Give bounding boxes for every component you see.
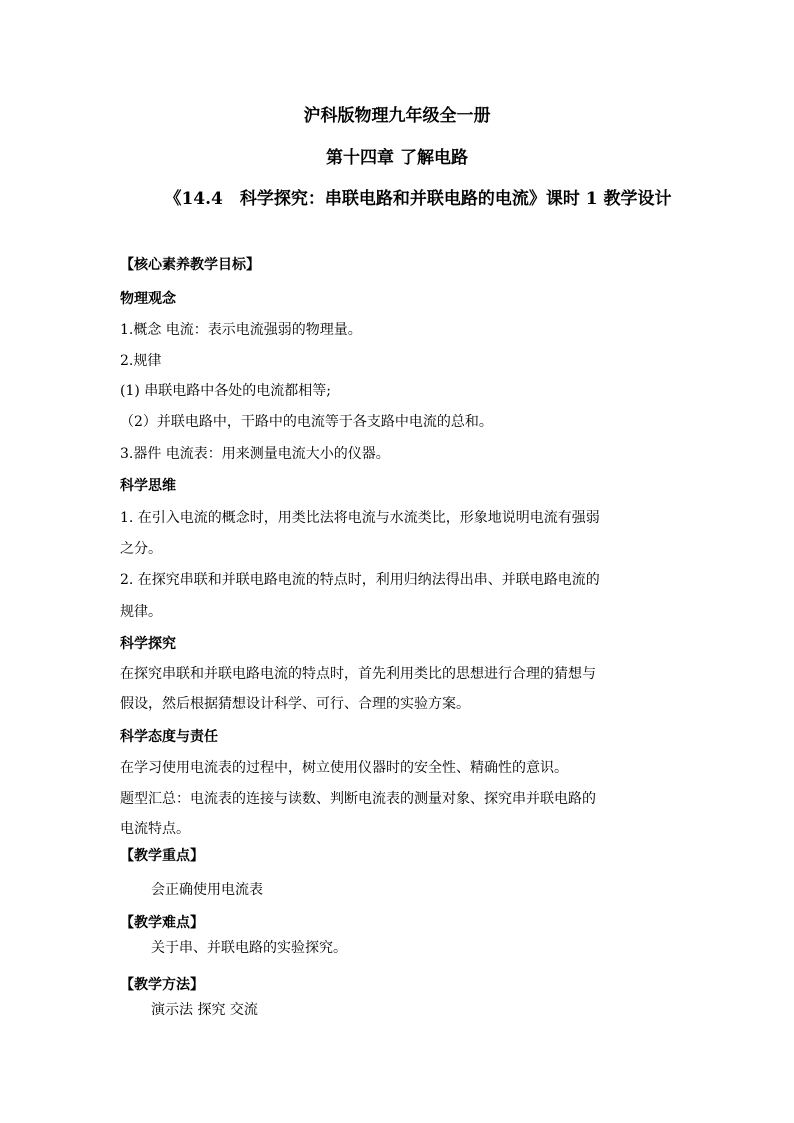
thinking-line-3: 2. 在探究串联和并联电路电流的特点时，利用归纳法得出串、并联电路电流的 bbox=[120, 572, 600, 588]
subheading-concept: 物理观念 bbox=[120, 291, 176, 307]
section-heading-difficulty: 【教学难点】 bbox=[120, 915, 204, 931]
focus-text: 会正确使用电流表 bbox=[151, 882, 263, 898]
lesson-title: 《14.4 科学探究：串联电路和并联电路的电流》课时 1 教学设计 bbox=[164, 189, 672, 209]
inquiry-line-1: 在探究串联和并联电路电流的特点时，首先利用类比的思想进行合理的猜想与 bbox=[120, 666, 596, 682]
attitude-line-2: 题型汇总：电流表的连接与读数、判断电流表的测量对象、探究串并联电路的 bbox=[120, 791, 596, 807]
thinking-line-2: 之分。 bbox=[120, 541, 162, 557]
methods-text: 演示法 探究 交流 bbox=[151, 1002, 258, 1018]
attitude-line-1: 在学习使用电流表的过程中，树立使用仪器时的安全性、精确性的意识。 bbox=[120, 760, 568, 776]
thinking-line-1: 1. 在引入电流的概念时，用类比法将电流与水流类比，形象地说明电流有强弱 bbox=[120, 510, 600, 526]
section-heading-focus: 【教学重点】 bbox=[120, 848, 204, 864]
section-heading-methods: 【教学方法】 bbox=[120, 977, 204, 993]
concept-line-2: 2.规律 bbox=[120, 353, 162, 369]
difficulty-text: 关于串、并联电路的实验探究。 bbox=[151, 940, 347, 956]
thinking-line-4: 规律。 bbox=[120, 604, 162, 620]
chapter-title: 第十四章 了解电路 bbox=[326, 148, 468, 168]
inquiry-line-2: 假设，然后根据猜想设计科学、可行、合理的实验方案。 bbox=[120, 696, 470, 712]
textbook-title: 沪科版物理九年级全一册 bbox=[303, 106, 491, 126]
subheading-attitude: 科学态度与责任 bbox=[120, 729, 218, 745]
concept-line-1: 1.概念 电流：表示电流强弱的物理量。 bbox=[120, 322, 362, 338]
attitude-line-3: 电流特点。 bbox=[120, 821, 190, 837]
concept-line-4: （2）并联电路中，干路中的电流等于各支路中电流的总和。 bbox=[120, 414, 493, 430]
section-heading-goals: 【核心素养教学目标】 bbox=[120, 257, 260, 273]
subheading-inquiry: 科学探究 bbox=[120, 636, 176, 652]
subheading-thinking: 科学思维 bbox=[120, 478, 176, 494]
concept-line-5: 3.器件 电流表：用来测量电流大小的仪器。 bbox=[120, 446, 390, 462]
concept-line-3: (1) 串联电路中各处的电流都相等; bbox=[120, 383, 331, 399]
